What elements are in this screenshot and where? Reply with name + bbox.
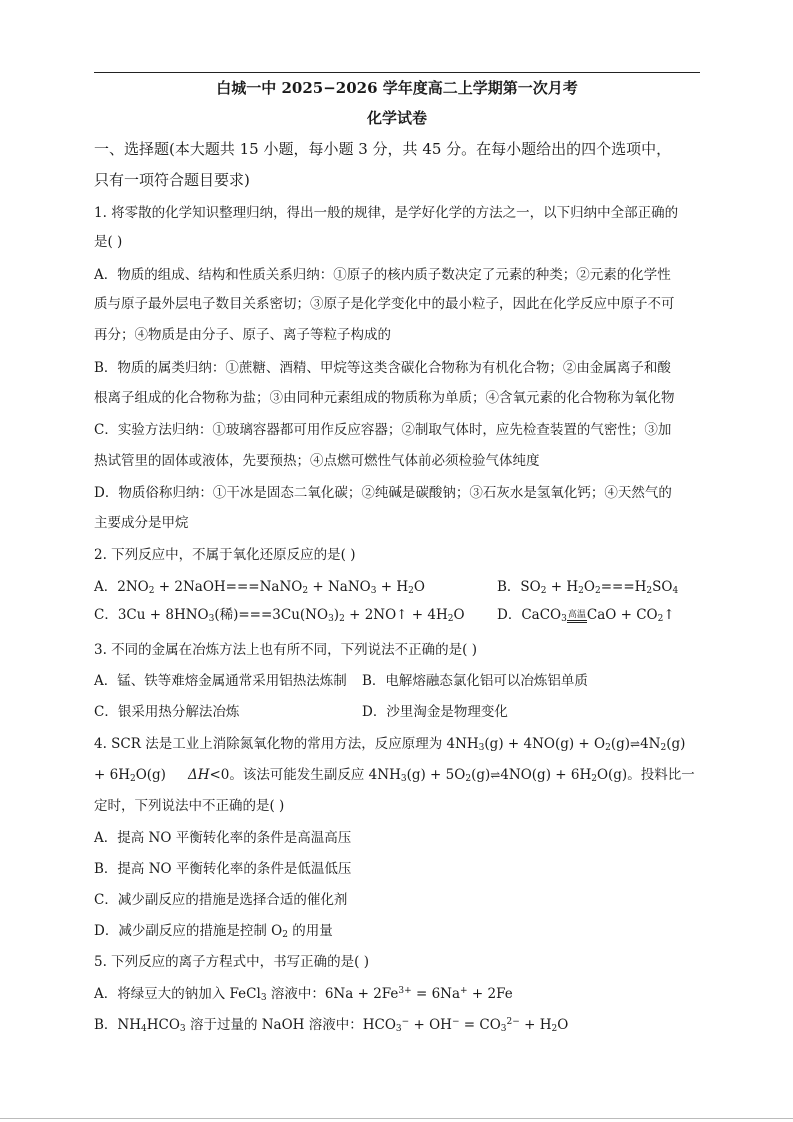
q1-option-a-line2: 质与原子最外层电子数目关系密切；③原子是化学变化中的最小粒子，因此在化学反应中原子不可 bbox=[94, 296, 675, 312]
q4-option-c: C．减少副反应的措施是选择合适的催化剂 bbox=[94, 892, 348, 908]
q3-option-b: B．电解熔融态氯化铝可以冶炼铝单质 bbox=[362, 673, 588, 689]
q1-option-a-line3: 再分；④物质是由分子、原子、离子等粒子构成的 bbox=[94, 327, 391, 343]
q4-option-a: A．提高 NO 平衡转化率的条件是高温高压 bbox=[94, 830, 352, 846]
reversible-arrow-icon: ⇌ bbox=[490, 768, 501, 782]
q3-option-d: D．沙里淘金是物理变化 bbox=[362, 704, 508, 720]
q1-stem-line1: 1. 将零散的化学知识整理归纳，得出一般的规律，是学好化学的方法之一，以下归纳中全部正确的 bbox=[94, 205, 679, 221]
q1-option-b-line1: B．物质的属类归纳：①蔗糖、酒精、甲烷等这类含碳化合物称为有机化合物；②由金属离子和酸 bbox=[94, 360, 671, 376]
section-intro-line2: 只有一项符合题目要求) bbox=[94, 171, 250, 189]
q5-stem: 5. 下列反应的离子方程式中，书写正确的是( ) bbox=[94, 954, 369, 970]
q3-option-c: C．银采用热分解法冶炼 bbox=[94, 704, 240, 720]
section-intro-line1: 一、选择题(本大题共 15 小题，每小题 3 分，共 45 分。在每小题给出的四个选项中， bbox=[94, 140, 672, 158]
q1-option-d-line1: D．物质俗称归纳：①干冰是固态二氧化碳；②纯碱是碳酸钠；③石灰水是氢氧化钙；④天然气的 bbox=[94, 485, 672, 501]
q2-stem: 2. 下列反应中，不属于氧化还原反应的是( ) bbox=[94, 547, 356, 563]
q2-option-a: A．$2NO_2$ + 2NaOH===NaNO$_2$ + NaNO$_3$ + $H_2O$ bbox=[94, 579, 425, 596]
q2-option-d: D．CaCO$_3$高温CaO + $CO_2↑$ bbox=[497, 607, 675, 624]
q4-stem-line1: 4. SCR 法是工业上消除氮氧化物的常用方法，反应原理为 $4NH_3(g) + 4NO(g)$ + $O_2(g)\rightleftharpoons 4N_2(g)$ bbox=[94, 736, 686, 753]
q1-option-d-line2: 主要成分是甲烷 bbox=[94, 515, 189, 531]
subject-title: 化学试卷 bbox=[366, 109, 427, 127]
q1-stem-line2: 是( ) bbox=[94, 234, 123, 250]
q1-option-c-line1: C．实验方法归纳：①玻璃容器都可用作反应容器；②制取气体时，应先检查装置的气密性；③加 bbox=[94, 422, 672, 438]
q5-option-a: A．将绿豆大的钠加入 FeCl$_3$ 溶液中：$6Na + 2Fe^{3+} = 6Na^+ + 2Fe$ bbox=[94, 986, 513, 1003]
q2-option-b: B．$SO_2 + H_2O_2===H_2SO_4$ bbox=[497, 579, 679, 596]
q3-option-a: A．锰、铁等难熔金属通常采用铝热法炼制 bbox=[94, 673, 347, 689]
reversible-arrow-icon: ⇌ bbox=[630, 737, 641, 751]
q4-stem-line2: + $6H_2O(g)$ ΔH<0。该法可能发生副反应 $4NH_3(g)$ + $5O_2(g)\rightleftharpoons 4NO(g) + 6H_2O(g)$。投料比一 bbox=[94, 767, 695, 784]
q4-option-b: B．提高 NO 平衡转化率的条件是低温低压 bbox=[94, 861, 352, 877]
q1-option-c-line2: 热试管里的固体或液体，先要预热；④点燃可燃性气体前必须检验气体纯度 bbox=[94, 453, 540, 469]
q2-option-c: C．$3Cu + 8HNO_3$(稀)$===3Cu(NO_3)_2$ + 2NO↑ + $4H_2O$ bbox=[94, 607, 465, 624]
q1-option-a-line1: A．物质的组成、结构和性质关系归纳：①原子的核内质子数决定了元素的种类；②元素的化学性 bbox=[94, 267, 671, 283]
q5-option-b-equation: $HCO_3^- + OH^- = CO_3^{2-} + H_2O$ bbox=[362, 1017, 569, 1034]
q5-option-a-equation: $6Na + 2Fe^{3+} = 6Na^+ + 2Fe$ bbox=[324, 986, 513, 1002]
q4-option-d: D．减少副反应的措施是控制 $O_2$ 的用量 bbox=[94, 923, 333, 940]
footer-rule bbox=[0, 1118, 793, 1119]
q5-option-b: B．$NH_4HCO_3$ 溶于过量的 NaOH 溶液中：$HCO_3^- + OH^- = CO_3^{2-} + H_2O$ bbox=[94, 1017, 569, 1034]
q1-option-b-line2: 根离子组成的化合物称为盐；③由同种元素组成的物质称为单质；④含氧元素的化合物称为氧化物 bbox=[94, 390, 675, 406]
heat-condition-label: 高温 bbox=[567, 610, 586, 620]
q3-stem: 3. 不同的金属在冶炼方法上也有所不同，下列说法不正确的是( ) bbox=[94, 642, 477, 658]
header-rule bbox=[94, 72, 700, 73]
exam-title: 白城一中 2025−2026 学年度高二上学期第一次月考 bbox=[216, 79, 578, 97]
q4-stem-line3: 定时，下列说法中不正确的是( ) bbox=[94, 798, 285, 814]
